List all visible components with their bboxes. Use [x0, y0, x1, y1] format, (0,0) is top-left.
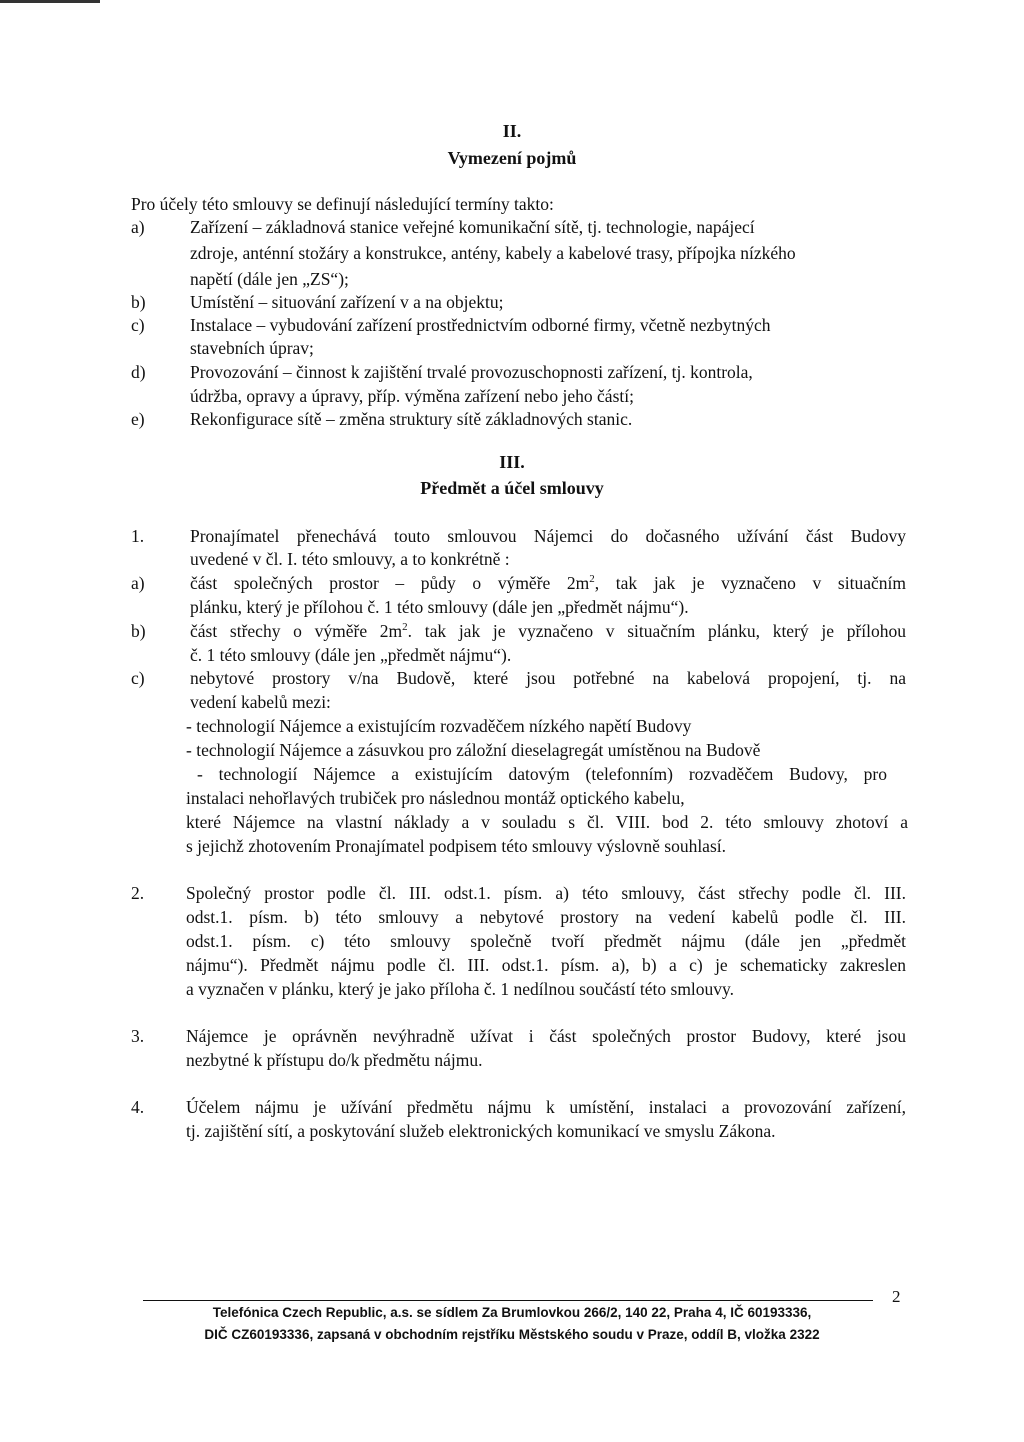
item-a-line-3: napětí (dále jen „ZS“);	[190, 269, 349, 289]
item-a-label: a)	[131, 217, 145, 237]
para-1-line-2: uvedené v čl. I. této smlouvy, a to konkrétně :	[190, 549, 510, 569]
sub-c-line-2: vedení kabelů mezi:	[190, 692, 331, 712]
section-2-title: Vymezení pojmů	[447, 148, 577, 168]
para-3-line-2: nezbytné k přístupu do/k předmětu nájmu.	[186, 1050, 483, 1070]
item-a-line-2: zdroje, anténní stožáry a konstrukce, antény, kabely a kabelové trasy, přípojka nízkého	[190, 243, 796, 263]
footer-company-line-1: Telefónica Czech Republic, a.s. se sídlem Za Brumlovkou 266/2, 140 22, Praha 4, IČ 60193336,	[212, 1305, 812, 1320]
para-2-line-4: nájmu“). Předmět nájmu podle čl. III. odst.1. písm. a), b) a c) je schematicky zakreslen	[186, 955, 906, 975]
para-2-line-5: a vyznačen v plánku, který je jako příloha č. 1 nedílnou součástí této smlouvy.	[186, 979, 735, 999]
footer-divider	[143, 1300, 873, 1301]
item-d-label: d)	[131, 362, 146, 382]
section-2-intro: Pro účely této smlouvy se definují následující termíny takto:	[131, 194, 554, 214]
para-4-line-2: tj. zajištění sítí, a poskytování služeb elektronických komunikací ve smyslu Zákona.	[186, 1121, 776, 1141]
para-2-line-3: odst.1. písm. c) této smlouvy společně tvoří předmět nájmu (dále jen „předmět	[186, 931, 906, 951]
footer-company-line-2: DIČ CZ60193336, zapsaná v obchodním rejstříku Městského soudu v Praze, oddíl B, vložka 2322	[204, 1327, 820, 1342]
item-a-line-1: Zařízení – základnová stanice veřejné komunikační sítě, tj. technologie, napájecí	[190, 217, 755, 237]
sub-c-line-5: - technologií Nájemce a existujícím datovým (telefonním) rozvaděčem Budovy, pro	[197, 764, 887, 784]
para-4-label: 4.	[131, 1097, 145, 1117]
sub-c-line-3: - technologií Nájemce a existujícím rozvaděčem nízkého napětí Budovy	[186, 716, 692, 736]
sub-a-line-2: plánku, který je přílohou č. 1 této smlouvy (dále jen „předmět nájmu“).	[190, 597, 689, 617]
page-number: 2	[892, 1287, 901, 1306]
item-e-line-1: Rekonfigurace sítě – změna struktury sítě základnových stanic.	[190, 409, 633, 429]
item-c-label: c)	[131, 315, 145, 335]
sub-c-line-1: nebytové prostory v/na Budově, které jsou potřebné na kabelová propojení, tj. na	[190, 668, 906, 688]
para-4-line-1: Účelem nájmu je užívání předmětu nájmu k umístění, instalaci a provozování zařízení,	[186, 1097, 906, 1117]
scan-edge-mark	[0, 0, 100, 3]
sub-b-line-2: č. 1 této smlouvy (dále jen „předmět nájmu“).	[190, 645, 512, 665]
para-1-label: 1.	[131, 526, 145, 546]
sub-b-line-1: část střechy o výměře $2m^2$. tak jak je vyznačeno v situačním plánku, který je přílohou	[190, 621, 906, 641]
section-3-title: Předmět a účel smlouvy	[420, 478, 604, 498]
item-d-line-1: Provozování – činnost k zajištění trvalé provozuschopnosti zařízení, tj. kontrola,	[190, 362, 753, 382]
para-3-label: 3.	[131, 1026, 145, 1046]
sub-a-line-1: část společných prostor – půdy o výměře $2m^2$, tak jak je vyznačeno v situačním	[190, 573, 906, 593]
section-2-number: II.	[502, 121, 522, 141]
sub-c-line-7: které Nájemce na vlastní náklady a v souladu s čl. VIII. bod 2. této smlouvy zhotoví a	[186, 812, 908, 832]
sub-a-label: a)	[131, 573, 145, 593]
item-c-line-2: stavebních úprav;	[190, 338, 314, 358]
sub-c-label: c)	[131, 668, 145, 688]
sub-c-line-8: s jejichž zhotovením Pronajímatel podpisem této smlouvy výslovně souhlasí.	[186, 836, 726, 856]
sub-c-line-4: - technologií Nájemce a zásuvkou pro záložní dieselagregát umístěnou na Budově	[186, 740, 761, 760]
section-3-number: III.	[499, 452, 525, 472]
para-2-label: 2.	[131, 883, 145, 903]
item-e-label: e)	[131, 409, 145, 429]
para-2-line-2: odst.1. písm. b) této smlouvy a nebytové prostory na vedení kabelů podle čl. III.	[186, 907, 906, 927]
item-c-line-1: Instalace – vybudování zařízení prostřednictvím odborné firmy, včetně nezbytných	[190, 315, 771, 335]
item-b-label: b)	[131, 292, 146, 312]
sub-c-line-6: instalaci nehořlavých trubiček pro následnou montáž optického kabelu,	[186, 788, 685, 808]
para-2-line-1: Společný prostor podle čl. III. odst.1. písm. a) této smlouvy, část střechy podle čl. III.	[186, 883, 906, 903]
item-d-line-2: údržba, opravy a úpravy, příp. výměna zařízení nebo jeho částí;	[190, 386, 634, 406]
item-b-line-1: Umístění – situování zařízení v a na objektu;	[190, 292, 504, 312]
para-3-line-1: Nájemce je oprávněn nevýhradně užívat i část společných prostor Budovy, které jsou	[186, 1026, 906, 1046]
para-1-line-1: Pronajímatel přenechává touto smlouvou Nájemci do dočasného užívání část Budovy	[190, 526, 906, 546]
sub-b-label: b)	[131, 621, 146, 641]
